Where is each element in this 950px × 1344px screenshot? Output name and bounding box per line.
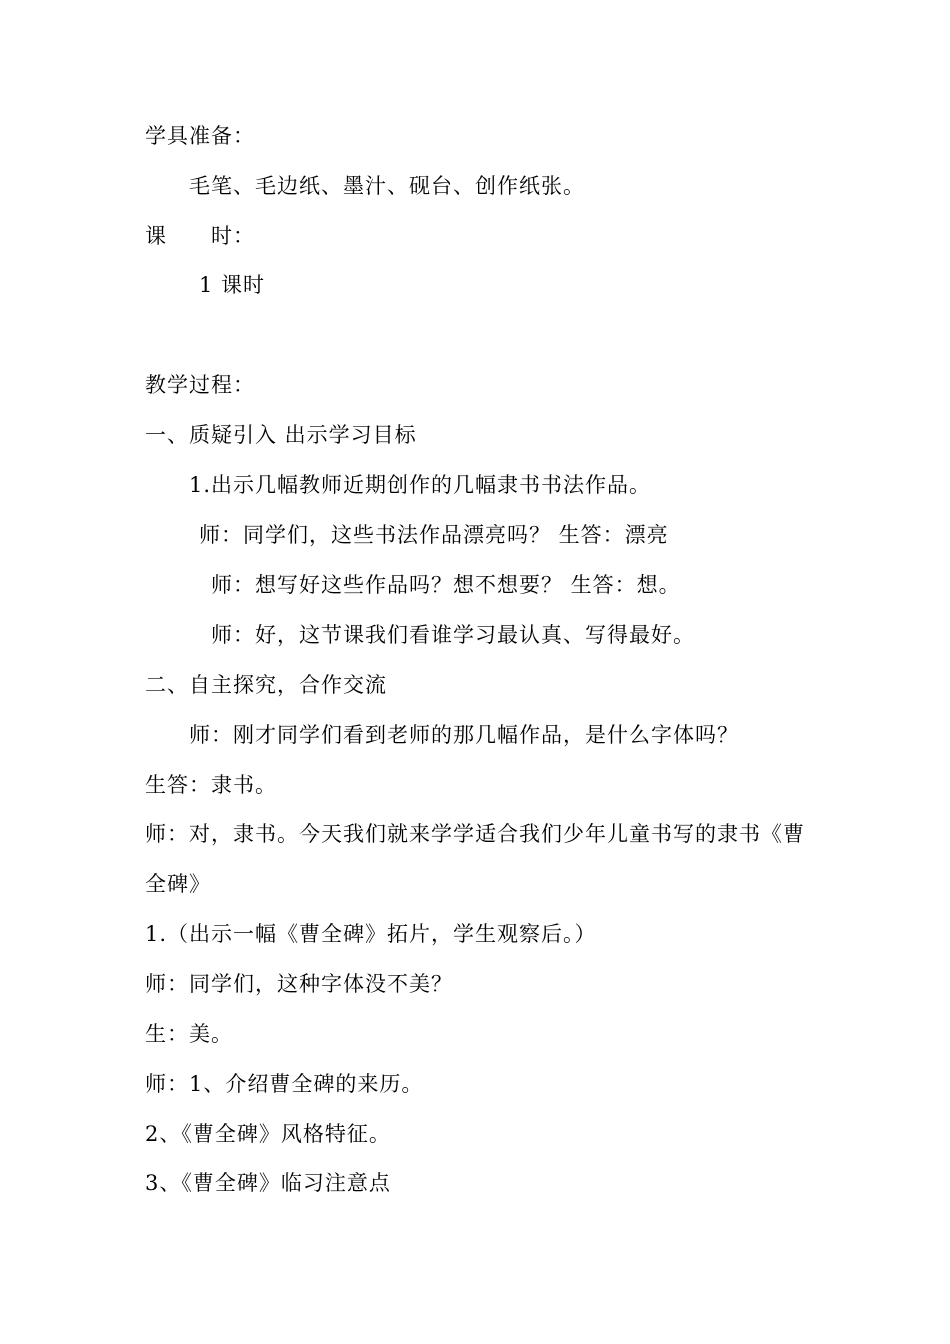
heading-materials: 学具准备： bbox=[145, 124, 255, 148]
heading-class-hours: 课 时： bbox=[145, 224, 255, 248]
dialogue-line-6-continued: 全碑》 bbox=[145, 872, 211, 896]
dialogue-line-1: 师：同学们，这些书法作品漂亮吗？ 生答：漂亮 bbox=[199, 523, 669, 547]
dialogue-line-5: 生答：隶书。 bbox=[145, 773, 277, 797]
dialogue-line-6: 师：对，隶书。今天我们就来学学适合我们少年儿童书写的隶书《曹 bbox=[145, 822, 805, 846]
dialogue-line-9: 师：1、介绍曹全碑的来历。 bbox=[145, 1072, 424, 1096]
paragraph-item-1: 1.出示几幅教师近期创作的几幅隶书书法作品。 bbox=[189, 473, 652, 497]
paragraph-class-hours: 1 课时 bbox=[199, 273, 266, 297]
heading-teaching-process: 教学过程： bbox=[145, 373, 255, 397]
dialogue-line-8: 生：美。 bbox=[145, 1022, 233, 1046]
dialogue-line-3: 师：好，这节课我们看谁学习最认真、写得最好。 bbox=[211, 623, 695, 647]
section-heading-1: 一、质疑引入 出示学习目标 bbox=[145, 423, 417, 447]
list-item-3: 3、《曹全碑》临习注意点 bbox=[145, 1171, 391, 1195]
section-heading-2: 二、自主探究，合作交流 bbox=[145, 673, 387, 697]
dialogue-line-2: 师：想写好这些作品吗？想不想要？ 生答：想。 bbox=[211, 573, 681, 597]
paragraph-item-2: 1.（出示一幅《曹全碑》拓片，学生观察后。） bbox=[145, 922, 597, 946]
list-item-2: 2、《曹全碑》风格特征。 bbox=[145, 1122, 391, 1146]
paragraph-materials-list: 毛笔、毛边纸、墨汁、砚台、创作纸张。 bbox=[189, 174, 585, 198]
dialogue-line-4: 师：刚才同学们看到老师的那几幅作品，是什么字体吗？ bbox=[189, 723, 739, 747]
dialogue-line-7: 师：同学们，这种字体没不美？ bbox=[145, 972, 453, 996]
